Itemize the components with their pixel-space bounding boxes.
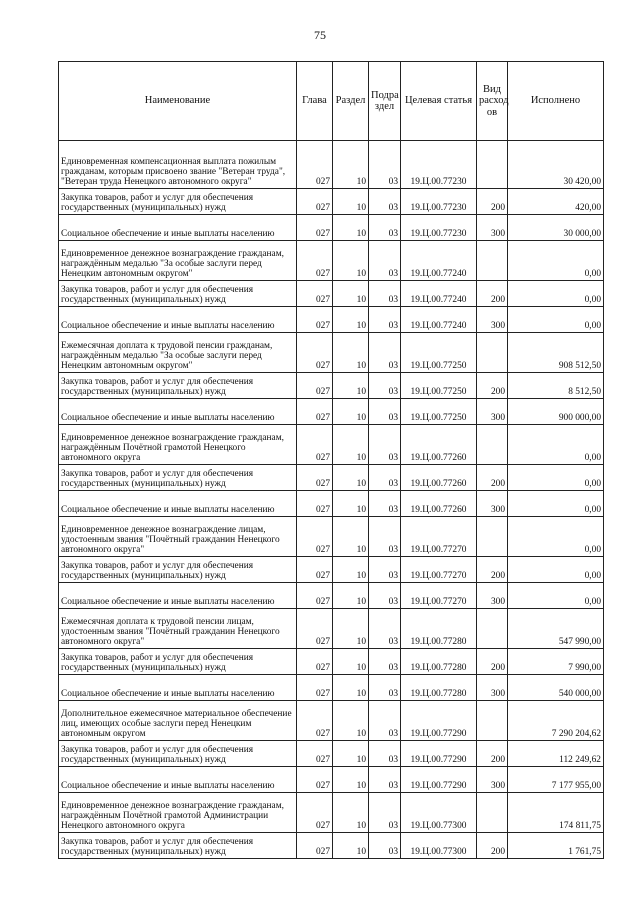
cell-razdel: 10 [333, 609, 369, 649]
cell-amount: 0,00 [508, 491, 604, 517]
cell-target: 19.Ц.00.77250 [401, 399, 477, 425]
cell-target: 19.Ц.00.77280 [401, 675, 477, 701]
cell-glava: 027 [297, 767, 333, 793]
cell-glava: 027 [297, 491, 333, 517]
cell-glava: 027 [297, 583, 333, 609]
header-vid: Вид расход ов [477, 62, 508, 141]
budget-execution-table [58, 61, 604, 859]
cell-target: 19.Ц.00.77270 [401, 517, 477, 557]
cell-razdel: 10 [333, 701, 369, 741]
cell-razdel: 10 [333, 141, 369, 189]
cell-podrazdel: 03 [369, 833, 401, 859]
table-row [59, 517, 604, 557]
cell-razdel: 10 [333, 767, 369, 793]
table-row [59, 741, 604, 767]
cell-razdel: 10 [333, 793, 369, 833]
table-row [59, 675, 604, 701]
table-row [59, 281, 604, 307]
cell-name: Социальное обеспечение и иные выплаты населению [59, 215, 297, 241]
cell-vid: 200 [477, 649, 508, 675]
cell-podrazdel: 03 [369, 517, 401, 557]
cell-amount: 540 000,00 [508, 675, 604, 701]
cell-razdel: 10 [333, 189, 369, 215]
cell-vid [477, 333, 508, 373]
cell-glava: 027 [297, 425, 333, 465]
cell-name: Закупка товаров, работ и услуг для обеспечения государственных (муниципальных) нужд [59, 557, 297, 583]
cell-podrazdel: 03 [369, 425, 401, 465]
cell-name: Закупка товаров, работ и услуг для обеспечения государственных (муниципальных) нужд [59, 189, 297, 215]
cell-vid: 200 [477, 833, 508, 859]
cell-glava: 027 [297, 675, 333, 701]
cell-amount: 0,00 [508, 517, 604, 557]
cell-podrazdel: 03 [369, 649, 401, 675]
cell-vid: 300 [477, 307, 508, 333]
cell-amount: 0,00 [508, 557, 604, 583]
cell-vid: 200 [477, 373, 508, 399]
cell-vid [477, 241, 508, 281]
cell-vid [477, 517, 508, 557]
cell-podrazdel: 03 [369, 557, 401, 583]
page-number: 75 [314, 28, 326, 42]
cell-podrazdel: 03 [369, 241, 401, 281]
table-row [59, 241, 604, 281]
cell-target: 19.Ц.00.77230 [401, 189, 477, 215]
cell-target: 19.Ц.00.77300 [401, 833, 477, 859]
cell-name: Социальное обеспечение и иные выплаты населению [59, 767, 297, 793]
cell-vid: 300 [477, 399, 508, 425]
cell-razdel: 10 [333, 399, 369, 425]
header-glava: Глава [297, 62, 333, 141]
cell-razdel: 10 [333, 215, 369, 241]
table-row [59, 767, 604, 793]
table-row [59, 609, 604, 649]
table-body [59, 141, 604, 859]
cell-podrazdel: 03 [369, 281, 401, 307]
cell-target: 19.Ц.00.77250 [401, 373, 477, 399]
cell-amount: 7 177 955,00 [508, 767, 604, 793]
cell-target: 19.Ц.00.77270 [401, 583, 477, 609]
cell-name: Закупка товаров, работ и услуг для обеспечения государственных (муниципальных) нужд [59, 833, 297, 859]
cell-podrazdel: 03 [369, 491, 401, 517]
cell-target: 19.Ц.00.77240 [401, 241, 477, 281]
cell-podrazdel: 03 [369, 741, 401, 767]
cell-podrazdel: 03 [369, 767, 401, 793]
cell-vid: 300 [477, 675, 508, 701]
cell-vid: 200 [477, 281, 508, 307]
table-row [59, 583, 604, 609]
cell-name: Закупка товаров, работ и услуг для обеспечения государственных (муниципальных) нужд [59, 373, 297, 399]
cell-target: 19.Ц.00.77240 [401, 307, 477, 333]
cell-target: 19.Ц.00.77260 [401, 491, 477, 517]
table-row [59, 425, 604, 465]
table-row [59, 557, 604, 583]
cell-target: 19.Ц.00.77240 [401, 281, 477, 307]
header-executed: Исполнено [508, 62, 604, 141]
cell-glava: 027 [297, 833, 333, 859]
table-row [59, 793, 604, 833]
cell-glava: 027 [297, 701, 333, 741]
cell-razdel: 10 [333, 557, 369, 583]
cell-name: Социальное обеспечение и иные выплаты населению [59, 583, 297, 609]
cell-glava: 027 [297, 333, 333, 373]
header-target: Целевая статья [401, 62, 477, 141]
cell-name: Единовременное денежное вознаграждение лицам, удостоенным звания "Почётный гражданин Ненецкого автономного округа" [59, 517, 297, 557]
cell-vid: 200 [477, 741, 508, 767]
cell-target: 19.Ц.00.77300 [401, 793, 477, 833]
cell-name: Социальное обеспечение и иные выплаты населению [59, 399, 297, 425]
cell-podrazdel: 03 [369, 141, 401, 189]
cell-razdel: 10 [333, 241, 369, 281]
table-row [59, 141, 604, 189]
cell-razdel: 10 [333, 491, 369, 517]
cell-target: 19.Ц.00.77230 [401, 141, 477, 189]
table-row [59, 307, 604, 333]
cell-razdel: 10 [333, 307, 369, 333]
cell-name: Дополнительное ежемесячное материальное обеспечение лиц, имеющих особые заслуги перед Ненецким автономным округом [59, 701, 297, 741]
cell-name: Закупка товаров, работ и услуг для обеспечения государственных (муниципальных) нужд [59, 465, 297, 491]
cell-amount: 7 290 204,62 [508, 701, 604, 741]
header-podrazdel: Подра здел [369, 62, 401, 141]
table-row [59, 649, 604, 675]
cell-podrazdel: 03 [369, 701, 401, 741]
cell-name: Социальное обеспечение и иные выплаты населению [59, 491, 297, 517]
cell-name: Ежемесячная доплата к трудовой пенсии гражданам, награждённым медалью "За особые заслуги перед Ненецким автономным округом" [59, 333, 297, 373]
cell-vid: 300 [477, 583, 508, 609]
table-row [59, 373, 604, 399]
cell-glava: 027 [297, 241, 333, 281]
cell-razdel: 10 [333, 373, 369, 399]
cell-amount: 30 420,00 [508, 141, 604, 189]
cell-amount: 1 761,75 [508, 833, 604, 859]
cell-razdel: 10 [333, 281, 369, 307]
cell-glava: 027 [297, 281, 333, 307]
cell-target: 19.Ц.00.77250 [401, 333, 477, 373]
cell-vid [477, 793, 508, 833]
cell-vid [477, 609, 508, 649]
cell-target: 19.Ц.00.77260 [401, 425, 477, 465]
cell-podrazdel: 03 [369, 609, 401, 649]
cell-glava: 027 [297, 215, 333, 241]
table-row [59, 465, 604, 491]
cell-amount: 0,00 [508, 241, 604, 281]
cell-name: Социальное обеспечение и иные выплаты населению [59, 675, 297, 701]
cell-glava: 027 [297, 609, 333, 649]
cell-amount: 7 990,00 [508, 649, 604, 675]
cell-vid [477, 141, 508, 189]
cell-amount: 0,00 [508, 425, 604, 465]
cell-glava: 027 [297, 465, 333, 491]
cell-glava: 027 [297, 793, 333, 833]
table-row [59, 491, 604, 517]
table-row [59, 215, 604, 241]
cell-glava: 027 [297, 141, 333, 189]
cell-glava: 027 [297, 741, 333, 767]
table-row [59, 833, 604, 859]
cell-amount: 0,00 [508, 281, 604, 307]
cell-amount: 30 000,00 [508, 215, 604, 241]
cell-razdel: 10 [333, 675, 369, 701]
cell-target: 19.Ц.00.77260 [401, 465, 477, 491]
cell-podrazdel: 03 [369, 583, 401, 609]
cell-name: Единовременное денежное вознаграждение гражданам, награждённым медалью "За особые заслуги перед Ненецким автономным округом" [59, 241, 297, 281]
cell-glava: 027 [297, 649, 333, 675]
cell-amount: 8 512,50 [508, 373, 604, 399]
cell-vid: 300 [477, 215, 508, 241]
cell-podrazdel: 03 [369, 465, 401, 491]
cell-glava: 027 [297, 373, 333, 399]
cell-podrazdel: 03 [369, 333, 401, 373]
header-name: Наименование [59, 62, 297, 141]
table-row [59, 701, 604, 741]
cell-amount: 900 000,00 [508, 399, 604, 425]
cell-podrazdel: 03 [369, 675, 401, 701]
cell-glava: 027 [297, 189, 333, 215]
cell-name: Единовременная компенсационная выплата пожилым гражданам, которым присвоено звание "Ветеран труда", "Ветеран труда Ненецкого автономного округа" [59, 141, 297, 189]
cell-razdel: 10 [333, 517, 369, 557]
header-razdel: Раздел [333, 62, 369, 141]
cell-razdel: 10 [333, 649, 369, 675]
cell-target: 19.Ц.00.77290 [401, 701, 477, 741]
cell-razdel: 10 [333, 465, 369, 491]
cell-glava: 027 [297, 399, 333, 425]
cell-glava: 027 [297, 307, 333, 333]
table-header-row [59, 62, 604, 141]
scan-speck [456, 858, 458, 859]
table-row [59, 399, 604, 425]
cell-vid [477, 425, 508, 465]
cell-target: 19.Ц.00.77230 [401, 215, 477, 241]
cell-razdel: 10 [333, 741, 369, 767]
cell-target: 19.Ц.00.77290 [401, 741, 477, 767]
cell-podrazdel: 03 [369, 189, 401, 215]
cell-target: 19.Ц.00.77280 [401, 609, 477, 649]
cell-amount: 547 990,00 [508, 609, 604, 649]
cell-razdel: 10 [333, 833, 369, 859]
cell-vid: 200 [477, 465, 508, 491]
cell-vid: 300 [477, 767, 508, 793]
cell-podrazdel: 03 [369, 373, 401, 399]
cell-glava: 027 [297, 517, 333, 557]
table-row [59, 333, 604, 373]
cell-razdel: 10 [333, 425, 369, 465]
cell-podrazdel: 03 [369, 307, 401, 333]
cell-amount: 0,00 [508, 583, 604, 609]
cell-name: Ежемесячная доплата к трудовой пенсии лицам, удостоенным звания "Почётный гражданин Ненецкого автономного округа" [59, 609, 297, 649]
cell-razdel: 10 [333, 333, 369, 373]
table-row [59, 189, 604, 215]
cell-amount: 174 811,75 [508, 793, 604, 833]
cell-amount: 908 512,50 [508, 333, 604, 373]
cell-name: Единовременное денежное вознаграждение гражданам, награждённым Почётной грамотой Ненецкого автономного округа [59, 425, 297, 465]
cell-razdel: 10 [333, 583, 369, 609]
cell-amount: 0,00 [508, 307, 604, 333]
cell-vid [477, 701, 508, 741]
cell-vid: 200 [477, 189, 508, 215]
cell-vid: 300 [477, 491, 508, 517]
cell-target: 19.Ц.00.77270 [401, 557, 477, 583]
cell-vid: 200 [477, 557, 508, 583]
cell-name: Закупка товаров, работ и услуг для обеспечения государственных (муниципальных) нужд [59, 281, 297, 307]
cell-target: 19.Ц.00.77280 [401, 649, 477, 675]
cell-name: Закупка товаров, работ и услуг для обеспечения государственных (муниципальных) нужд [59, 649, 297, 675]
cell-podrazdel: 03 [369, 399, 401, 425]
cell-glava: 027 [297, 557, 333, 583]
cell-podrazdel: 03 [369, 215, 401, 241]
cell-name: Закупка товаров, работ и услуг для обеспечения государственных (муниципальных) нужд [59, 741, 297, 767]
cell-podrazdel: 03 [369, 793, 401, 833]
cell-name: Единовременное денежное вознаграждение гражданам, награждённым Почётной грамотой Администрации Ненецкого автономного округа [59, 793, 297, 833]
cell-amount: 112 249,62 [508, 741, 604, 767]
cell-name: Социальное обеспечение и иные выплаты населению [59, 307, 297, 333]
cell-target: 19.Ц.00.77290 [401, 767, 477, 793]
cell-amount: 0,00 [508, 465, 604, 491]
cell-amount: 420,00 [508, 189, 604, 215]
